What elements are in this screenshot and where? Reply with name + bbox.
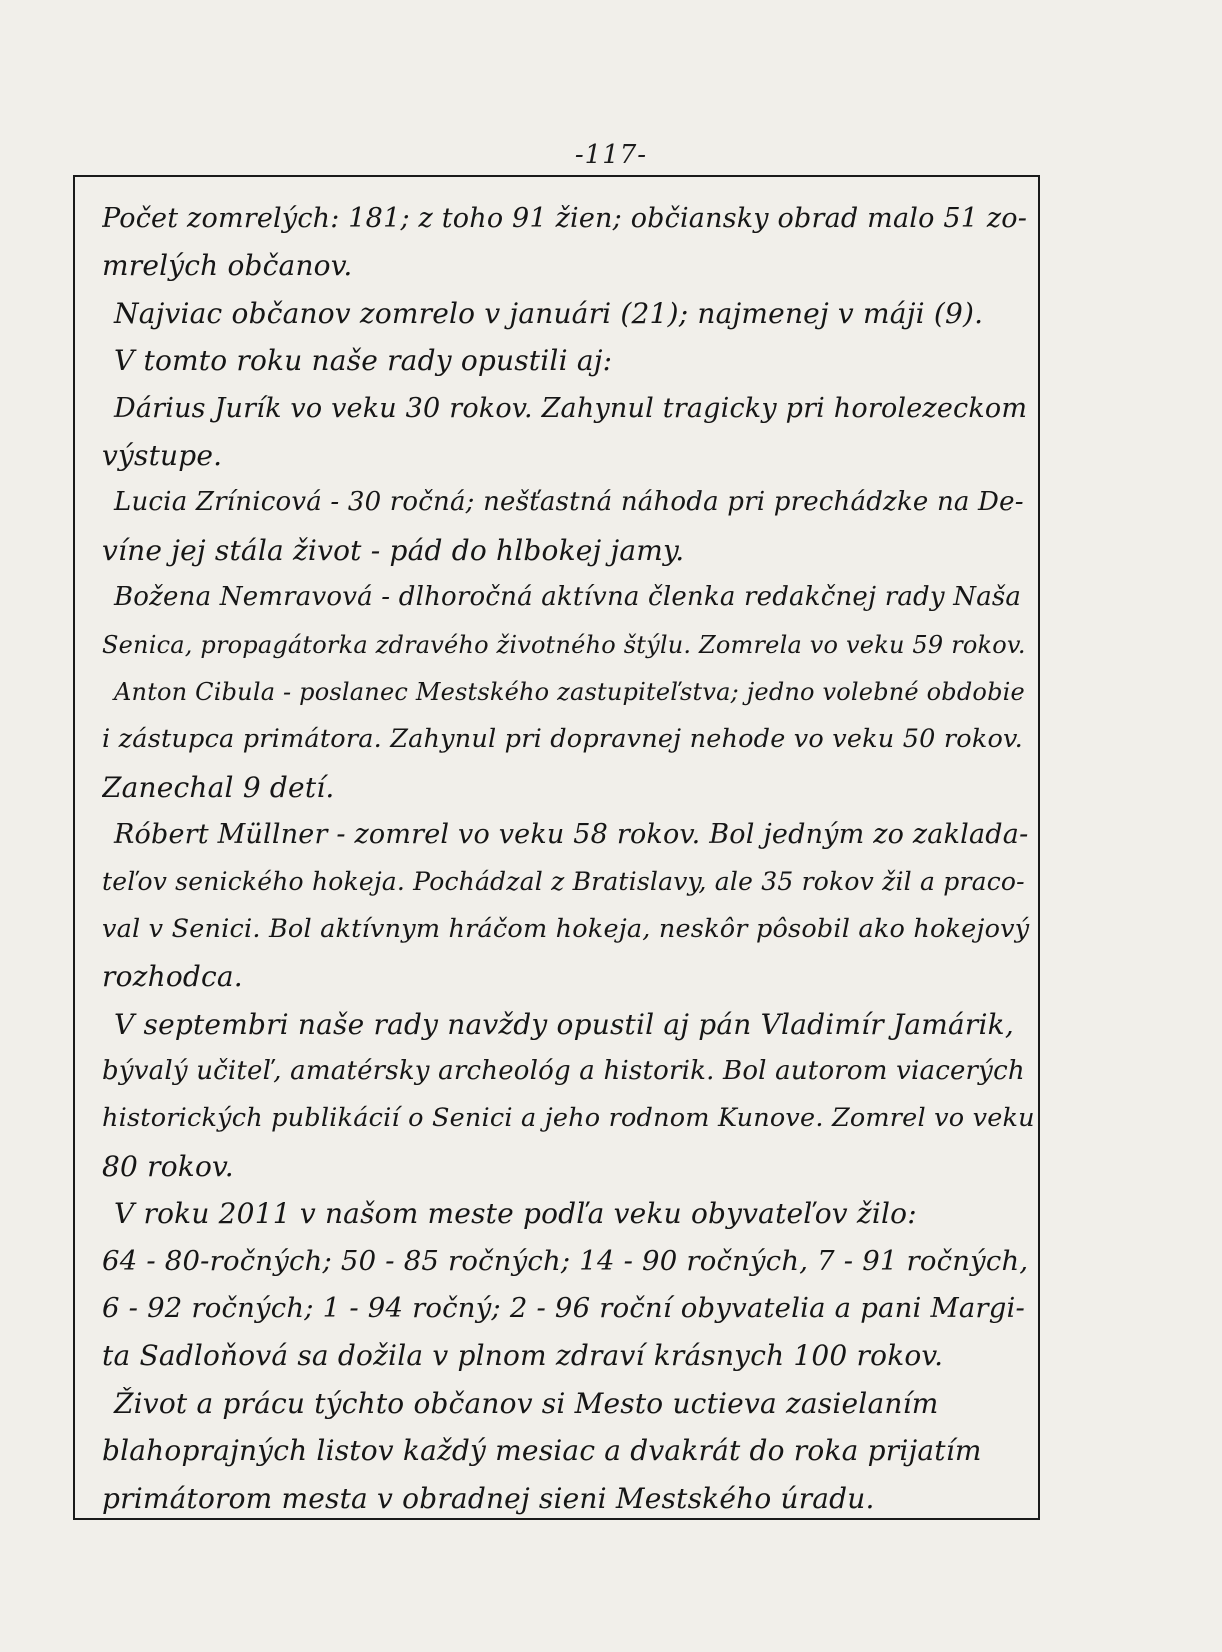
- text-line: Lucia Zrínicová - 30 ročná; nešťastná náhoda pri prechádzke na De-: [114, 487, 1024, 518]
- text-line: Zanechal 9 detí.: [102, 770, 335, 804]
- text-line: teľov senického hokeja. Pochádzal z Bratislavy, ale 35 rokov žil a praco-: [102, 867, 1025, 897]
- handwritten-text-block: [102, 195, 1037, 1522]
- text-line: V tomto roku naše rady opustili aj:: [114, 344, 613, 378]
- text-line: i zástupca primátora. Zahynul pri dopravnej nehode vo veku 50 rokov.: [102, 724, 1023, 755]
- text-line: bývalý učiteľ, amatérsky archeológ a historik. Bol autorom viacerých: [102, 1056, 1025, 1087]
- text-line: Róbert Müllner - zomrel vo veku 58 rokov. Bol jedným zo zaklada-: [114, 819, 1029, 851]
- text-line: 6 - 92 ročných; 1 - 94 ročný; 2 - 96 roční obyvatelia a pani Margi-: [102, 1291, 1026, 1324]
- text-line: Najviac občanov zomrelo v januári (21); najmenej v máji (9).: [114, 296, 984, 330]
- text-line: Dárius Jurík vo veku 30 rokov. Zahynul tragicky pri horolezeckom: [114, 392, 1028, 424]
- text-line: mrelých občanov.: [102, 249, 353, 283]
- text-line: rozhodca.: [102, 960, 243, 994]
- text-line: V septembri naše rady navždy opustil aj pán Vladimír Jamárik,: [114, 1007, 1014, 1041]
- text-line: historických publikácií o Senici a jeho rodnom Kunove. Zomrel vo veku: [102, 1103, 1035, 1134]
- text-line: ta Sadloňová sa dožila v plnom zdraví krásnych 100 rokov.: [102, 1339, 944, 1373]
- text-line: víne jej stála život - pád do hlbokej jamy.: [102, 533, 685, 567]
- text-line: Počet zomrelých: 181; z toho 91 žien; občiansky obrad malo 51 zo-: [102, 203, 1028, 234]
- text-line: Anton Cibula - poslanec Mestského zastupiteľstva; jedno volebné obdobie: [114, 677, 1025, 706]
- page-number: -117-: [574, 140, 648, 170]
- text-line: 64 - 80-ročných; 50 - 85 ročných; 14 - 90 ročných, 7 - 91 ročných,: [102, 1244, 1029, 1277]
- text-line: Senica, propagátorka zdravého životného štýlu. Zomrela vo veku 59 rokov.: [102, 630, 1026, 659]
- text-line: blahoprajných listov každý mesiac a dvakrát do roka prijatím: [102, 1434, 982, 1468]
- text-line: Božena Nemravová - dlhoročná aktívna členka redakčnej rady Naša: [114, 582, 1022, 613]
- text-line: výstupe.: [102, 438, 223, 472]
- text-line: Život a prácu týchto občanov si Mesto uctieva zasielaním: [114, 1386, 939, 1420]
- text-line: V roku 2011 v našom meste podľa veku obyvateľov žilo:: [114, 1197, 917, 1231]
- text-line: 80 rokov.: [102, 1149, 234, 1183]
- text-line: val v Senici. Bol aktívnym hráčom hokeja, neskôr pôsobil ako hokejový: [102, 913, 1030, 944]
- text-line: primátorom mesta v obradnej sieni Mestského úradu.: [102, 1481, 875, 1515]
